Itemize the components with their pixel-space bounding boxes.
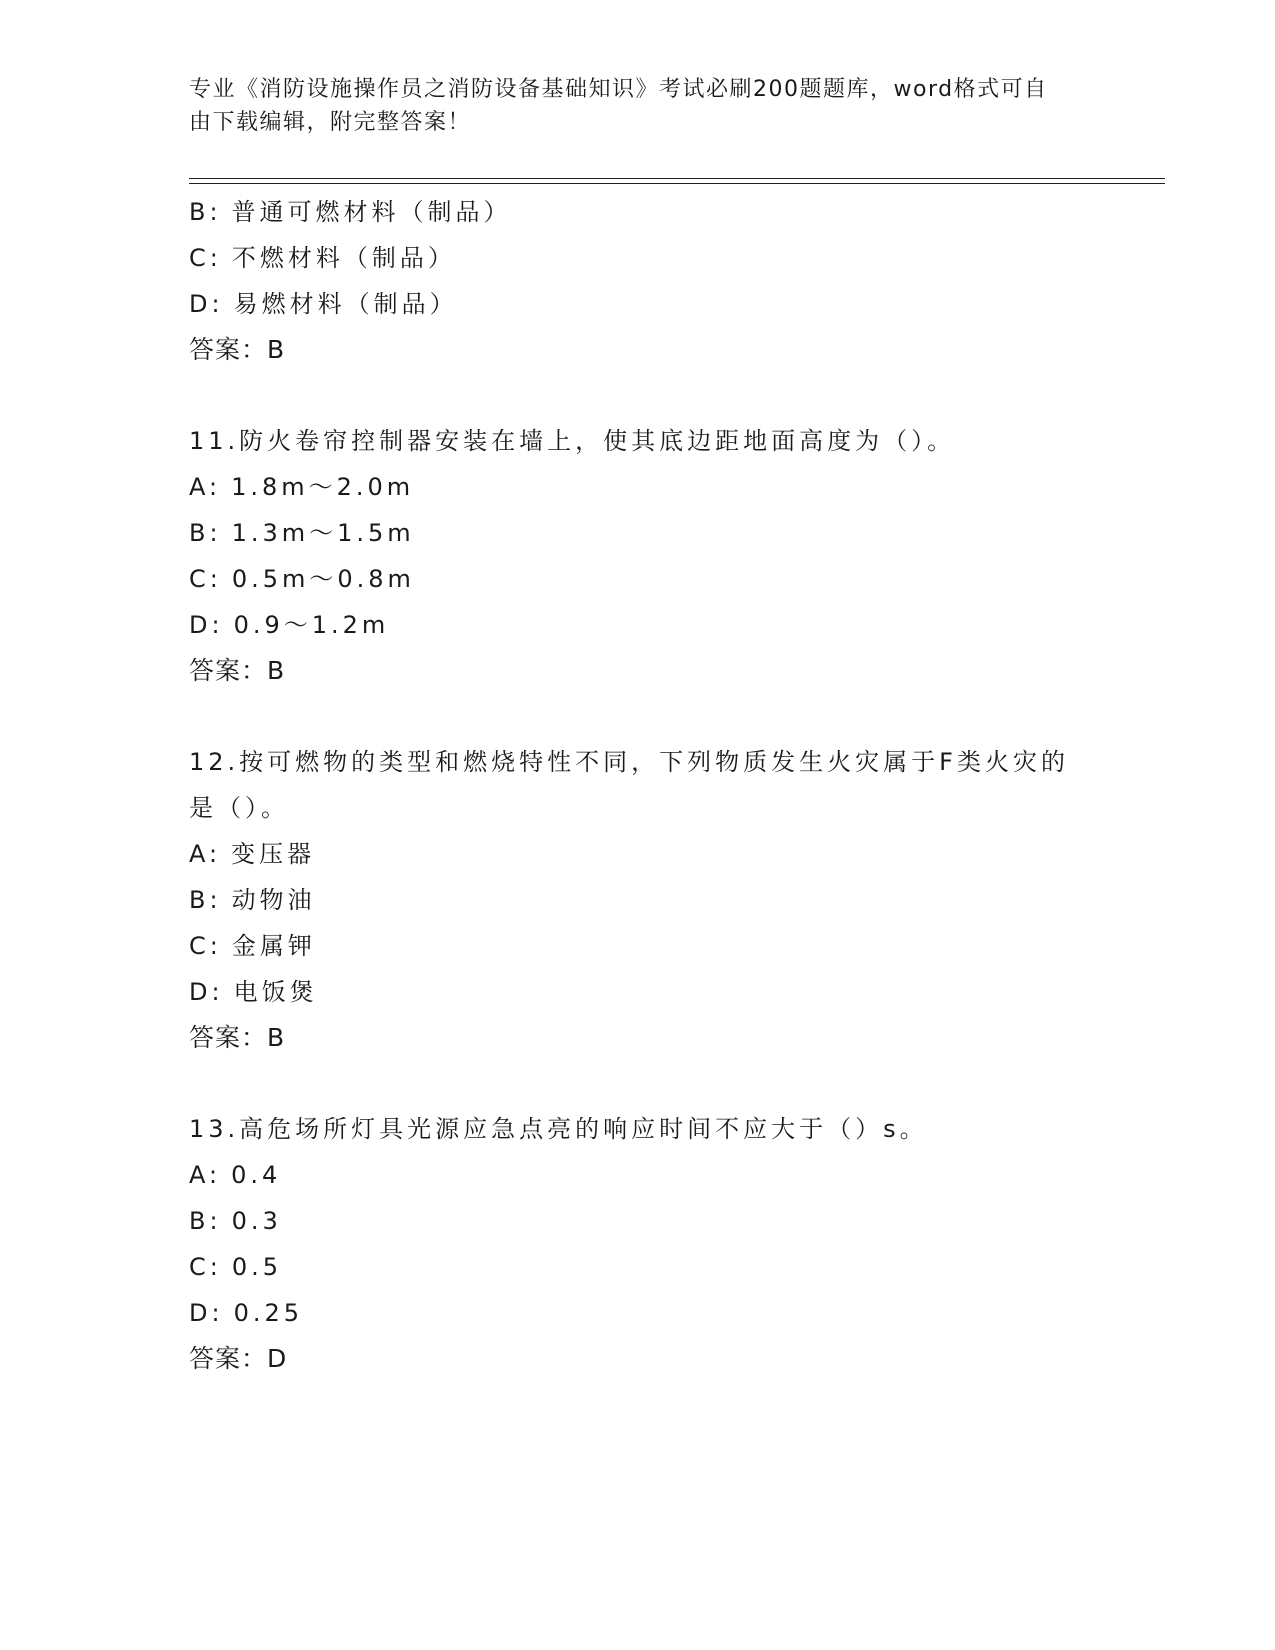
answer-line: 答案：B — [189, 1023, 286, 1052]
question-block-12 — [189, 739, 1089, 1061]
question-block-13 — [189, 1106, 1089, 1382]
option-b: B: 1.3m～1.5m — [189, 519, 415, 547]
answer-line: 答案：B — [189, 335, 286, 364]
option-d: D: 0.25 — [189, 1299, 304, 1327]
header-divider-bottom — [189, 183, 1165, 184]
option-b: B: 动物油 — [189, 886, 316, 914]
option-c: C: 0.5 — [189, 1253, 283, 1281]
question-stem: 11.防火卷帘控制器安装在墙上，使其底边距地面高度为（）。 — [189, 427, 956, 455]
option-a: A: 变压器 — [189, 840, 316, 868]
answer-line: 答案：B — [189, 656, 286, 685]
document-title: 专业《消防设施操作员之消防设备基础知识》考试必刷200题题库，word格式可自由下载编辑，附完整答案！ — [189, 77, 1048, 135]
document-body — [189, 189, 1089, 1382]
question-block-partial — [189, 189, 1089, 373]
option-c: C: 不燃材料（制品） — [189, 244, 456, 272]
option-d: D: 易燃材料（制品） — [189, 290, 458, 318]
option-a: A: 0.4 — [189, 1161, 282, 1189]
option-c: C: 0.5m～0.8m — [189, 565, 415, 593]
header-divider-top — [189, 178, 1165, 179]
option-d: D: 电饭煲 — [189, 978, 318, 1006]
option-b: B: 普通可燃材料（制品） — [189, 198, 512, 226]
question-stem: 13.高危场所灯具光源应急点亮的响应时间不应大于（）s。 — [189, 1115, 928, 1143]
option-b: B: 0.3 — [189, 1207, 282, 1235]
answer-line: 答案：D — [189, 1344, 288, 1373]
option-d: D: 0.9～1.2m — [189, 611, 390, 639]
option-a: A: 1.8m～2.0m — [189, 473, 415, 501]
option-c: C: 金属钾 — [189, 932, 316, 960]
question-block-11 — [189, 418, 1089, 694]
question-stem: 12.按可燃物的类型和燃烧特性不同，下列物质发生火灾属于F类火灾的是（）。 — [189, 748, 1069, 822]
